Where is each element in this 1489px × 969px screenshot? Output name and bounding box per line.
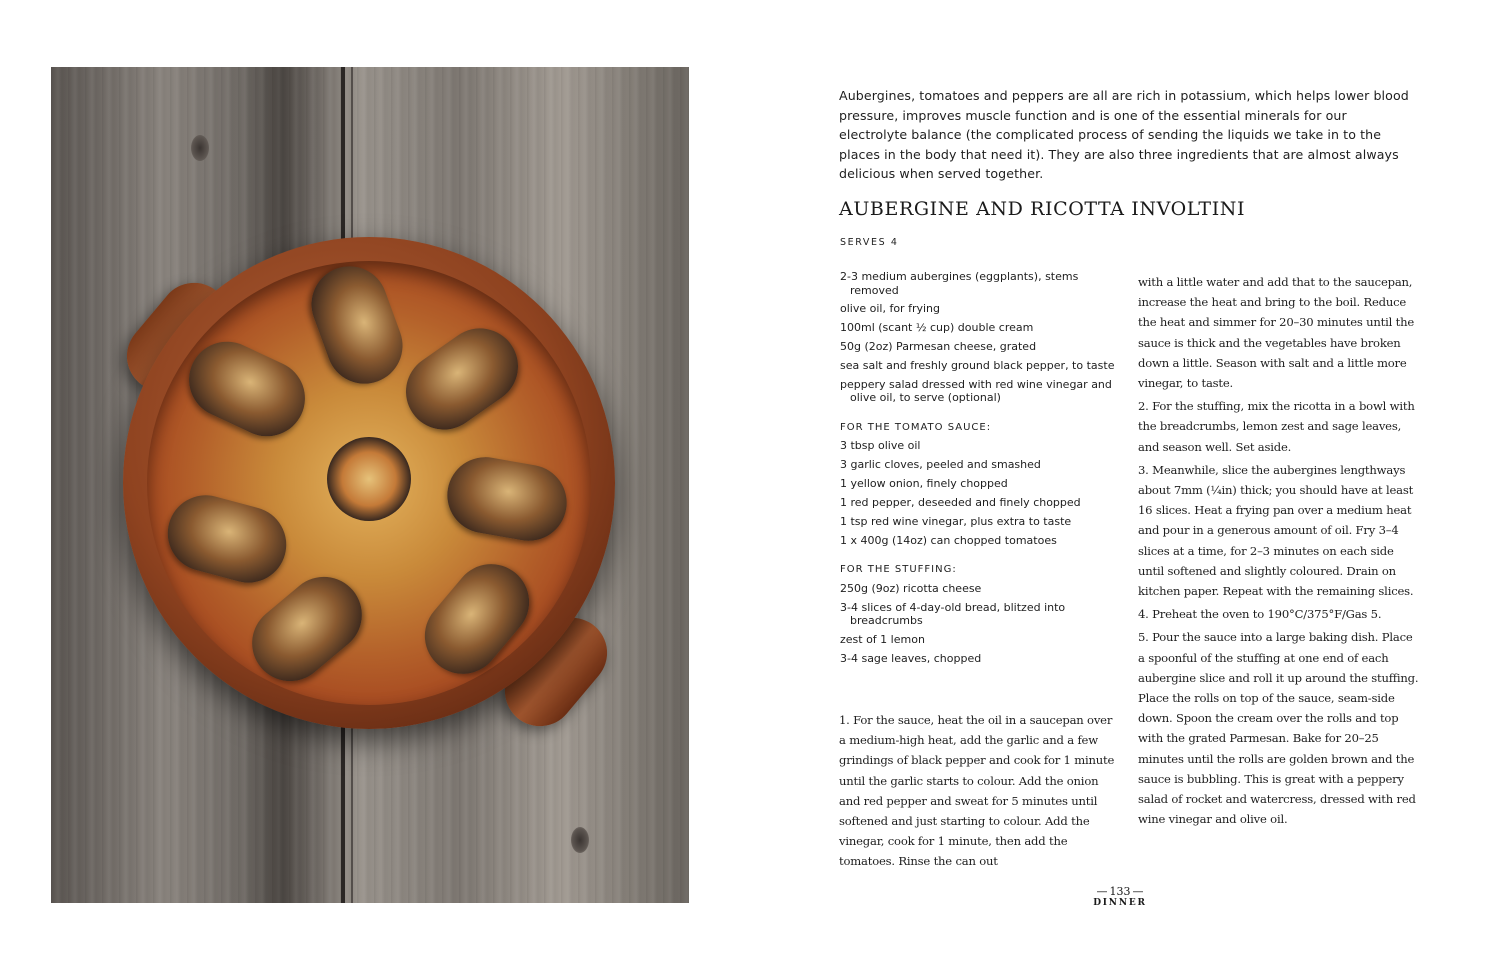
ingredient-item: zest of 1 lemon [840, 633, 925, 647]
aubergine-roll [441, 451, 572, 547]
ingredient-item: 3-4 sage leaves, chopped [840, 652, 982, 666]
ingredient-item: 3 tbsp olive oil [840, 439, 921, 453]
aubergine-roll [391, 313, 533, 444]
ingredient-item: 3-4 slices of 4-day-old bread, blitzed into breadcrumbs [840, 600, 1066, 628]
method-step: 5. Pour the sauce into a large baking dish. Place a spoonful of the stuffing at one end of each aubergine slice and roll it up around the stuffing. Place the rolls on top of the sauce, seam-side down. Spoon the cream over the rolls and top with the grated Parmesan. Bake for 20–25 minutes until the rolls are golden brown and the sauce is bubbling. This is great with a peppery salad of rocket and watercress, dressed with red wine vinegar and olive oil. [1138, 630, 1419, 827]
ingredient-item: olive oil, for frying [840, 302, 940, 316]
aubergine-roll [301, 256, 413, 395]
section-label: DINNER [1093, 898, 1147, 908]
ingredient-item: 1 tsp red wine vinegar, plus extra to taste [840, 515, 1072, 529]
aubergine-roll [177, 329, 318, 449]
aubergine-roll [159, 487, 295, 591]
ingredient-item: 1 x 400g (14oz) can chopped tomatoes [840, 533, 1057, 547]
aubergine-roll [409, 549, 544, 690]
ingredient-item: sea salt and freshly ground black pepper, to taste [840, 359, 1115, 373]
method-step: 1. For the sauce, heat the oil in a saucepan over a medium-high heat, add the garlic and a few grindings of black pepper and cook for 1 minute until the garlic starts to colour. Add the onion and red pepper and sweat for 5 minutes until softened and just starting to colour. Add the vinegar, cook for 1 minute, then add the tomatoes. Rinse the can out [839, 713, 1115, 869]
ingredient-item: 50g (2oz) Parmesan cheese, grated [840, 340, 1037, 354]
wood-knot [571, 827, 589, 853]
method-step: with a little water and add that to the saucepan, increase the heat and bring to the boil. Reduce the heat and simmer for 20–30 minutes until the sauce is thick and the vegetables have broken down a little. Season with salt and a little more vinegar, to taste. [1138, 275, 1415, 391]
ingredient-item: 2-3 medium aubergines (eggplants), stems removed [840, 270, 1079, 297]
aubergine-roll-center [327, 437, 411, 521]
ingredient-item: 250g (9oz) ricotta cheese [840, 581, 982, 595]
recipe-title: AUBERGINE AND RICOTTA INVOLTINI [839, 198, 1246, 220]
ingredient-item: 1 yellow onion, finely chopped [840, 477, 1008, 491]
recipe-photo [51, 67, 689, 903]
page-number: — 133 — [1080, 886, 1160, 898]
page-footer [1080, 886, 1160, 908]
serves-line: SERVES 4 [840, 237, 899, 248]
tomato-sauce-heading: FOR THE TOMATO SAUCE: [840, 421, 992, 433]
method-column-left [839, 710, 1117, 875]
ingredient-item: 1 red pepper, deseeded and finely chopped [840, 496, 1081, 510]
ingredient-item: 3 garlic cloves, peeled and smashed [840, 458, 1041, 472]
ingredient-item: peppery salad dressed with red wine vinegar and olive oil, to serve (optional) [840, 377, 1112, 405]
terracotta-dish [123, 237, 615, 729]
method-step: 3. Meanwhile, slice the aubergines lengthways about 7mm (¼in) thick; you should have at least 16 slices. Heat a frying pan over a medium heat and pour in a generous amount of oil. Fry 3–4 slices at a time, for 2–3 minutes on each side until softened and slightly coloured. Drain on kitchen paper. Repeat with the remaining slices. [1138, 462, 1414, 599]
ingredient-item: 100ml (scant ½ cup) double cream [840, 321, 1034, 335]
method-step: 4. Preheat the oven to 190°C/375°F/Gas 5. [1138, 607, 1382, 622]
method-column-right [1138, 272, 1420, 832]
method-step: 2. For the stuffing, mix the ricotta in a bowl with the breadcrumbs, lemon zest and sage leaves, and season well. Set aside. [1138, 399, 1415, 454]
dish-contents [147, 261, 591, 705]
intro-paragraph: Aubergines, tomatoes and peppers are all are rich in potassium, which helps lower blood pressure, improves muscle function and is one of the essential minerals for our electrolyte balance (the complicated process of sending the liquids we take in to the places in the body that need it). They are also three ingredients that are almost always delicious when served together. [839, 88, 1409, 182]
stuffing-heading: FOR THE STUFFING: [840, 564, 957, 576]
ingredients-list [840, 270, 1125, 671]
wood-knot [191, 135, 209, 161]
